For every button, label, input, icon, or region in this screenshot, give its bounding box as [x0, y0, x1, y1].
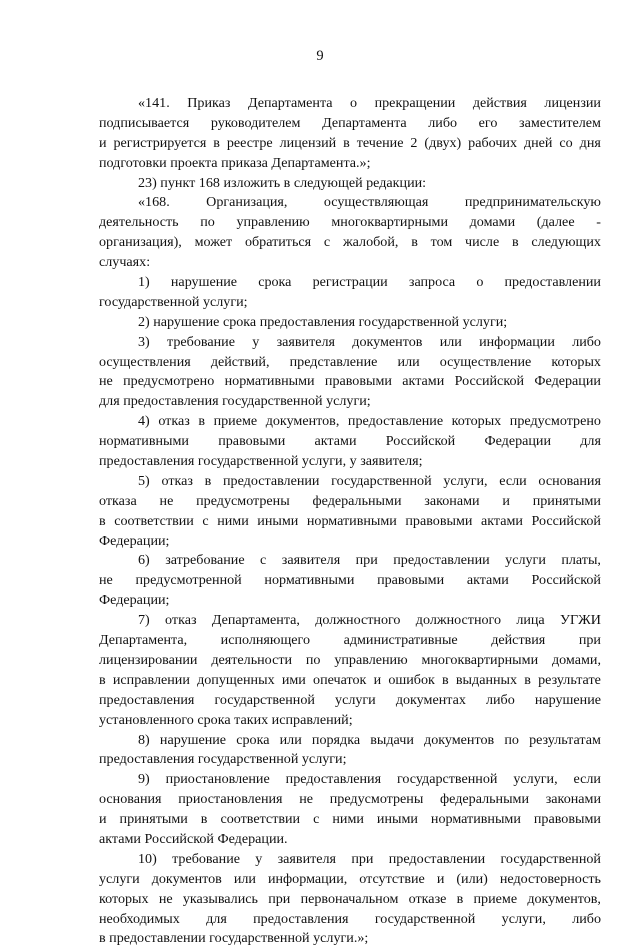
text-line: установленного срока таких исправлений;	[99, 711, 353, 728]
text-line: предоставления государственной услуги документах либо нарушение	[99, 691, 601, 708]
paragraph	[99, 412, 601, 472]
text-line: предоставления государственной услуги;	[99, 751, 347, 768]
text-line: 9) приостановление предоставления государственной услуги, если	[138, 771, 601, 788]
text-line: осуществления действий, представление или осуществление которых	[99, 353, 601, 370]
text-line: услуги документов или информации, отсутствие и (или) недостоверность	[99, 870, 601, 887]
text-line: подписывается руководителем Департамента либо его заместителем	[99, 114, 601, 131]
text-line: в соответствии с ними иными нормативными правовыми актами Российской	[99, 512, 601, 529]
text-line: 8) нарушение срока или порядка выдачи документов по результатам	[138, 731, 601, 748]
paragraph	[99, 850, 601, 949]
text-line: Департамента, исполняющего административные действия при	[99, 632, 601, 649]
paragraph	[99, 770, 601, 850]
text-line: и регистрируется в реестре лицензий в течение 2 (двух) рабочих дней со дня	[99, 134, 601, 151]
text-line: лицензировании деятельности по управлению многоквартирными домами,	[99, 651, 601, 668]
document-body	[99, 94, 601, 949]
text-line: Федерации;	[99, 592, 170, 609]
text-line: подготовки проекта приказа Департамента.»;	[99, 154, 371, 171]
text-line: не предусмотренной нормативными правовыми актами Российской	[99, 572, 601, 589]
text-line: 6) затребование с заявителя при предоставлении услуги платы,	[138, 552, 601, 569]
text-line: предоставления государственной услуги, у заявителя;	[99, 453, 423, 470]
text-line: основания приостановления не предусмотрены федеральными законами	[99, 791, 601, 808]
text-line: в предоставлении государственной услуги.»;	[99, 930, 369, 947]
text-line: государственной услуги;	[99, 293, 248, 310]
text-line: актами Российской Федерации.	[99, 830, 288, 847]
text-line: 2) нарушение срока предоставления государственной услуги;	[138, 313, 508, 330]
paragraph	[99, 551, 601, 611]
paragraph	[99, 731, 601, 771]
text-line: «168. Организация, осуществляющая предпринимательскую	[138, 194, 601, 211]
text-line: в исправлении допущенных ими опечаток и ошибок в выданных в результате	[99, 671, 601, 688]
paragraph	[99, 472, 601, 552]
paragraph	[99, 333, 601, 413]
text-line: нормативными правовыми актами Российской Федерации для	[99, 433, 601, 450]
text-line: не предусмотрено нормативными правовыми актами Российской Федерации	[99, 373, 601, 390]
text-line: 7) отказ Департамента, должностного должностного лица УГЖИ	[138, 612, 601, 629]
text-line: необходимых для предоставления государственной услуги, либо	[99, 910, 601, 927]
text-line: отказа не предусмотрены федеральными законами и принятыми	[99, 492, 601, 509]
text-line: Федерации;	[99, 532, 170, 549]
text-line: 4) отказ в приеме документов, предоставление которых предусмотрено	[138, 413, 601, 430]
page-number: 9	[316, 48, 324, 64]
text-line: 23) пункт 168 изложить в следующей редакции:	[138, 174, 427, 191]
text-line: и принятыми в соответствии с ними иными нормативными правовыми	[99, 811, 601, 828]
text-line: для предоставления государственной услуги;	[99, 393, 371, 410]
text-line: 10) требование у заявителя при предоставлении государственной	[138, 850, 601, 867]
text-line: организация), может обратиться с жалобой, в том числе в следующих	[99, 234, 601, 251]
paragraph	[99, 313, 601, 333]
text-line: деятельность по управлению многоквартирными домами (далее -	[99, 214, 601, 231]
text-line: «141. Приказ Департамента о прекращении действия лицензии	[138, 95, 601, 111]
paragraph	[99, 193, 601, 273]
text-line: 3) требование у заявителя документов или информации либо	[138, 333, 601, 350]
paragraph	[99, 94, 601, 174]
paragraph	[99, 273, 601, 313]
text-line: 1) нарушение срока регистрации запроса о предоставлении	[138, 274, 601, 291]
text-line: 5) отказ в предоставлении государственной услуги, если основания	[138, 472, 601, 489]
paragraph	[99, 611, 601, 730]
text-line: которых не указывались при первоначальном отказе в приеме документов,	[99, 890, 601, 907]
paragraph	[99, 174, 601, 194]
text-line: случаях:	[99, 254, 151, 271]
